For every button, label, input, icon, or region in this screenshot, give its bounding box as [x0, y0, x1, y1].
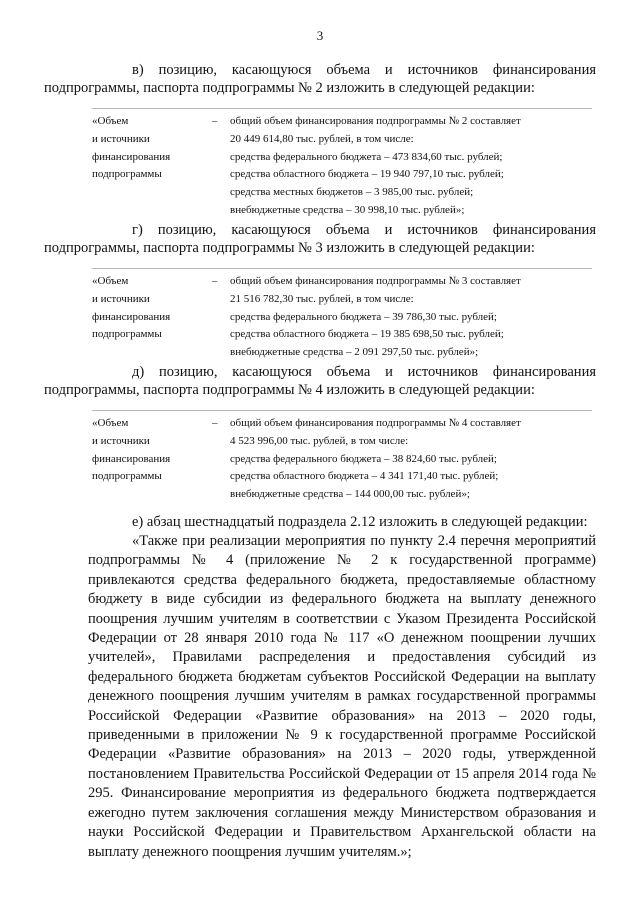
- passport-line: средства местных бюджетов – 3 985,00 тыс. рублей;: [230, 186, 474, 199]
- item-e-intro: е) абзац шестнадцатый подраздела 2.12 изложить в следующей редакции:: [132, 514, 588, 530]
- item-g-intro-line-1: г) позицию, касающуюся объема и источников финансирования: [132, 222, 596, 238]
- passport-label: «Объем и источники финансирования подпрограммы: [92, 275, 171, 341]
- passport-line: средства федерального бюджета – 473 834,60 тыс. рублей;: [230, 150, 503, 163]
- passport-subprogram-4: [92, 410, 592, 504]
- passport-values: [230, 415, 592, 504]
- passport-label: «Объем и источники финансирования подпрограммы: [92, 417, 171, 483]
- passport-values: [230, 273, 592, 362]
- passport-dash: –: [212, 115, 218, 127]
- item-v-intro: [44, 62, 596, 97]
- passport-line: 4 523 996,00 тыс. рублей, в том числе:: [230, 434, 409, 447]
- passport-line: средства областного бюджета – 19 385 698,50 тыс. рублей;: [230, 328, 504, 341]
- passport-dash: –: [212, 417, 218, 429]
- quoted-paragraph-text: «Также при реализации мероприятия по пункту 2.4 перечня мероприятий подпрограммы № 4 (приложение № 2 к государственной программе) привлекаются средства федерального бюджета, предоставляемые областному бюджету в виде субсидии из федерального бюджета на выплату денежного поощрения лучшим учителям в соответствии с Указом Президента Российской Федерации от 28 января 2010 года № 117 «О денежном поощрении лучших учителей», Правилами распределения и предоставления субсидий из федерального бюджета бюджетам субъектов Российской Федерации на выплату денежного поощрения лучшим учителям в рамках государственной программы Российской Федерации «Развитие образования» на 2013 – 2020 годы, приведенными в приложении № 9 к государственной программе Российской Федерации «Развитие образования» на 2013 – 2020 годы, утвержденной постановлением Правительства Российской Федерации от 15 апреля 2014 года № 295. Финансирование мероприятия из федерального бюджета подтверждается ежегодно путем заключения соглашения между Министерством образования и науки Российской Федерации и Правительством Архангельской области на выплату денежного поощрения лучшим учителям.»;: [88, 533, 596, 860]
- passport-line: общий объем финансирования подпрограммы № 3 составляет: [230, 275, 521, 287]
- quoted-paragraph: [88, 532, 596, 862]
- passport-values: [230, 113, 592, 220]
- page-number: 3: [316, 28, 324, 43]
- passport-line: 21 516 782,30 тыс. рублей, в том числе:: [230, 292, 414, 305]
- item-d-intro: [44, 364, 596, 399]
- item-d-intro-line-1: д) позицию, касающуюся объема и источников финансирования: [132, 364, 596, 380]
- item-g-intro-line-2: подпрограммы, паспорта подпрограммы № 3 изложить в следующей редакции:: [44, 239, 535, 256]
- passport-line: 20 449 614,80 тыс. рублей, в том числе:: [230, 132, 414, 145]
- passport-line: внебюджетные средства – 144 000,00 тыс. рублей»;: [230, 488, 470, 501]
- passport-dash: –: [212, 275, 218, 287]
- item-g-intro: [44, 222, 596, 257]
- passport-line: общий объем финансирования подпрограммы № 2 составляет: [230, 115, 521, 127]
- item-v-intro-line-1: в) позицию, касающуюся объема и источников финансирования: [132, 62, 596, 78]
- passport-line: внебюджетные средства – 30 998,10 тыс. рублей»;: [230, 203, 465, 216]
- passport-line: средства областного бюджета – 4 341 171,40 тыс. рублей;: [230, 470, 499, 483]
- item-v-intro-line-2: подпрограммы, паспорта подпрограммы № 2 изложить в следующей редакции:: [44, 79, 535, 96]
- passport-label: «Объем и источники финансирования подпрограммы: [92, 115, 171, 181]
- passport-line: средства областного бюджета – 19 940 797,10 тыс. рублей;: [230, 168, 504, 181]
- item-d-intro-line-2: подпрограммы, паспорта подпрограммы № 4 изложить в следующей редакции:: [44, 381, 535, 398]
- passport-subprogram-3: [92, 268, 592, 362]
- passport-line: общий объем финансирования подпрограммы № 4 составляет: [230, 417, 521, 429]
- passport-line: средства федерального бюджета – 39 786,30 тыс. рублей;: [230, 310, 497, 323]
- passport-subprogram-2: [92, 108, 592, 220]
- passport-line: средства федерального бюджета – 38 824,60 тыс. рублей;: [230, 452, 497, 465]
- passport-line: внебюджетные средства – 2 091 297,50 тыс. рублей»;: [230, 346, 479, 359]
